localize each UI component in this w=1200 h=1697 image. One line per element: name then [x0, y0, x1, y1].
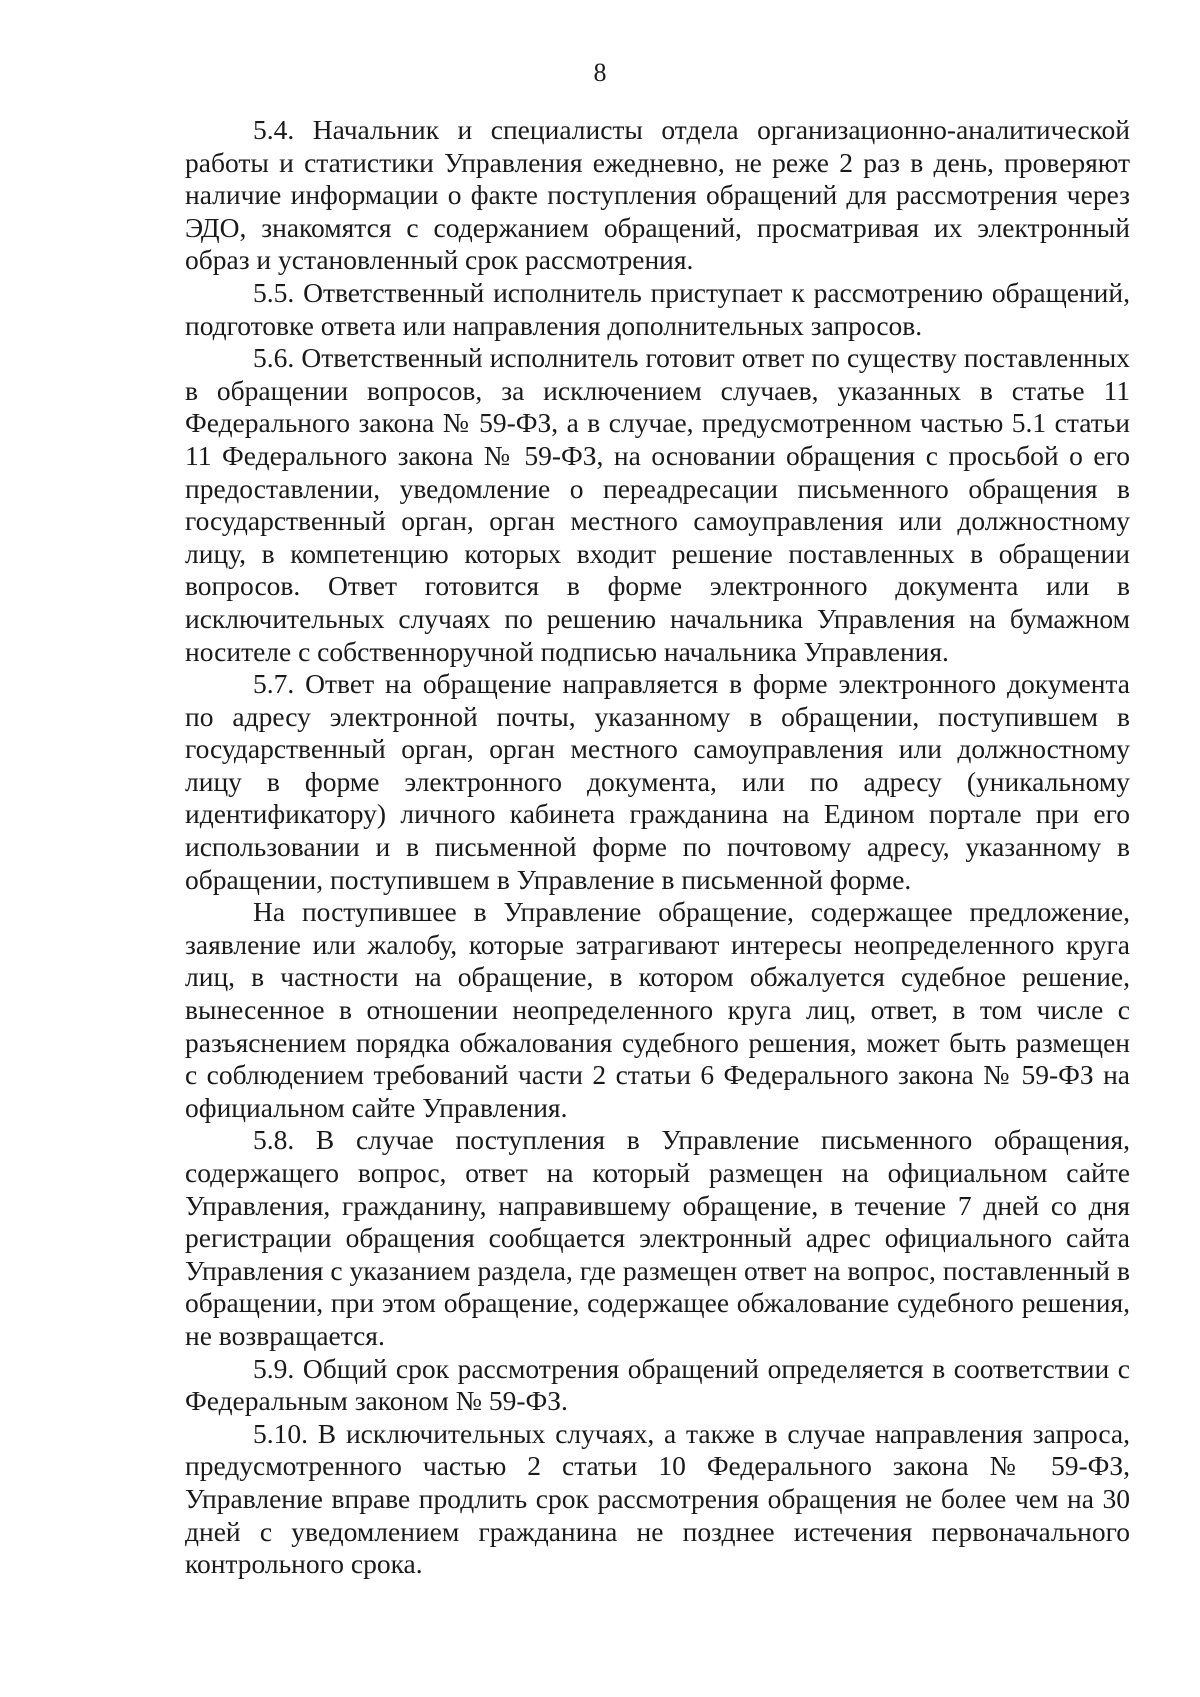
paragraph-5-8: 5.8. В случае поступления в Управление письменного обращения, содержащего вопрос, ответ на который размещен на официальном сайте Управления, гражданину, направившему обращение, в течение 7 дней со дня регистрации обращения сообщается электронный адрес официального сайта Управления с указанием раздела, где размещен ответ на вопрос, поставленный в обращении, при этом обращение, содержащее обжалование судебного решения, не возвращается.	[185, 1124, 1130, 1351]
paragraph-5-7-continued: На поступившее в Управление обращение, содержащее предложение, заявление или жалобу, которые затрагивают интересы неопределенного круга лиц, в частности на обращение, в котором обжалуется судебное решение, вынесенное в отношении неопределенного круга лиц, ответ, в том числе с разъяснением порядка обжалования судебного решения, может быть размещен с соблюдением требований части 2 статьи 6 Федерального закона № 59-ФЗ на официальном сайте Управления.	[185, 896, 1130, 1123]
paragraph-5-6: 5.6. Ответственный исполнитель готовит ответ по существу поставленных в обращении вопросов, за исключением случаев, указанных в статье 11 Федерального закона № 59-ФЗ, а в случае, предусмотренном частью 5.1 статьи 11 Федерального закона № 59-ФЗ, на основании обращения с просьбой о его предоставлении, уведомление о переадресации письменного обращения в государственный орган, орган местного самоуправления или должностному лицу, в компетенцию которых входит решение поставленных в обращении вопросов. Ответ готовится в форме электронного документа или в исключительных случаях по решению начальника Управления на бумажном носителе с собственноручной подписью начальника Управления.	[185, 342, 1130, 667]
paragraph-5-10: 5.10. В исключительных случаях, а также в случае направления запроса, предусмотренного частью 2 статьи 10 Федерального закона № 59-ФЗ, Управление вправе продлить срок рассмотрения обращения не более чем на 30 дней с уведомлением гражданина не позднее истечения первоначального контрольного срока.	[185, 1417, 1130, 1580]
page-number: 8	[593, 58, 607, 87]
document-body	[185, 114, 1130, 1581]
paragraph-5-5: 5.5. Ответственный исполнитель приступает к рассмотрению обращений, подготовке ответа или направления дополнительных запросов.	[185, 276, 1130, 341]
paragraph-5-9: 5.9. Общий срок рассмотрения обращений определяется в соответствии с Федеральным законом № 59-ФЗ.	[185, 1352, 1130, 1417]
paragraph-5-7: 5.7. Ответ на обращение направляется в форме электронного документа по адресу электронной почты, указанному в обращении, поступившем в государственный орган, орган местного самоуправления или должностному лицу в форме электронного документа, или по адресу (уникальному идентификатору) личного кабинета гражданина на Едином портале при его использовании и в письменной форме по почтовому адресу, указанному в обращении, поступившем в Управление в письменной форме.	[185, 668, 1130, 895]
paragraph-5-4: 5.4. Начальник и специалисты отдела организационно-аналитической работы и статистики Управления ежедневно, не реже 2 раз в день, проверяют наличие информации о факте поступления обращений для рассмотрения через ЭДО, знакомятся с содержанием обращений, просматривая их электронный образ и установленный срок рассмотрения.	[185, 114, 1130, 276]
